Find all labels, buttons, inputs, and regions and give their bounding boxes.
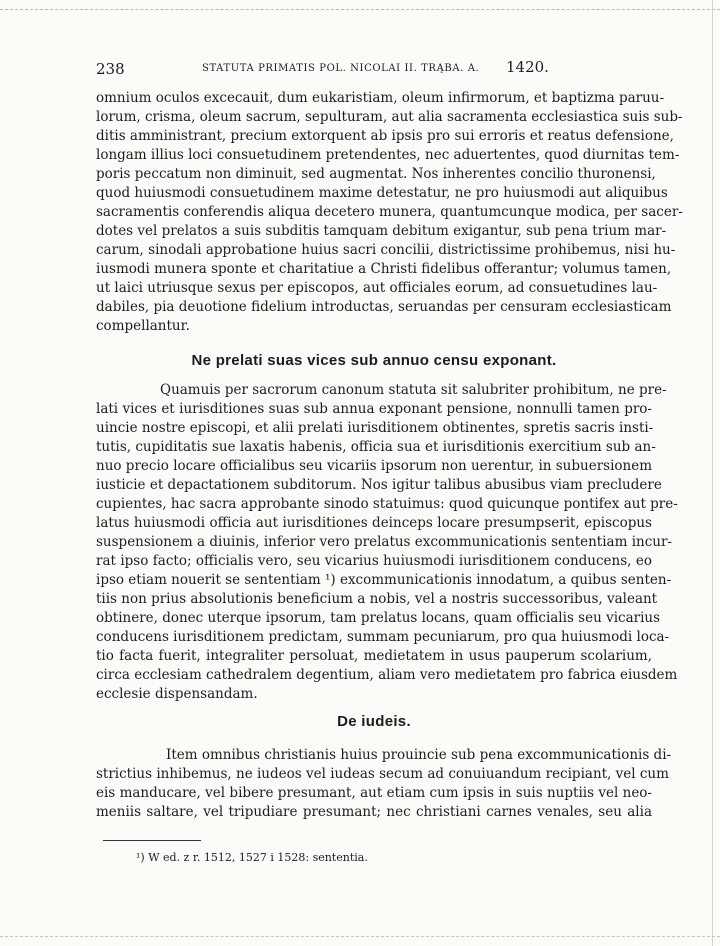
page-edge-top	[0, 9, 720, 10]
section-heading: Ne prelati suas vices sub annuo censu exponant.	[191, 352, 557, 369]
text-line: longam illius loci consuetudinem pretendentes, nec aduertentes, quod diurnitas tem-	[96, 147, 680, 163]
text-line: lati vices et iurisditiones suas sub annua exponant pensione, nonnulli tamen pro-	[96, 401, 652, 417]
text-line: uincie nostre episcopi, et alii prelati iurisditionem obtinentes, spretis sacris insti-	[96, 420, 654, 436]
text-line: poris peccatum non diminuit, sed augmentat. Nos inherentes concilio thuronensi,	[96, 166, 656, 182]
text-line: quod huiusmodi consuetudinem maxime detestatur, ne pro huiusmodi aut aliquibus	[96, 185, 668, 201]
text-line: circa ecclesiam cathedralem degentium, aliam vero medietatem pro fabrica eiusdem	[96, 667, 678, 683]
running-title: STATUTA PRIMATIS POL. NICOLAI II. TRĄBA. A.	[202, 63, 480, 74]
page-edge-right	[712, 0, 713, 946]
text-line: ditis amministrant, precium extorquent ab ipsis pro sui erroris et reatus defensione,	[96, 128, 674, 144]
text-line: meniis saltare, vel tripudiare presumant; nec christiani carnes venales, seu alia	[96, 804, 652, 820]
text-line: tiis non prius absolutionis beneficium a nobis, vel a nostris successoribus, valeant	[96, 591, 658, 607]
text-line: strictius inhibemus, ne iudeos vel iudeas secum ad conuiuandum recipiant, vel cum	[96, 766, 669, 782]
text-line: Quamuis per sacrorum canonum statuta sit salubriter prohibitum, ne pre-	[160, 382, 667, 398]
text-line: Item omnibus christianis huius prouincie sub pena excommunicationis di-	[166, 747, 672, 763]
text-line: omnium oculos excecauit, dum eukaristiam, oleum infirmorum, et baptizma paruu-	[96, 90, 665, 106]
footnote: ¹) W ed. z r. 1512, 1527 i 1528: sententia.	[136, 851, 368, 864]
text-line: obtinere, donec uterque ipsorum, tam prelatus locans, quam officialis seu vicarius	[96, 610, 661, 626]
text-line: conducens iurisditionem predictam, summam pecuniarum, pro qua huiusmodi loca-	[96, 629, 670, 645]
text-line: lorum, crisma, oleum sacrum, sepulturam, aut alia sacramenta ecclesiastica suis sub-	[96, 109, 683, 125]
section-heading: De iudeis.	[337, 713, 411, 730]
running-year: 1420.	[506, 58, 549, 76]
page-number: 238	[96, 60, 125, 78]
text-line: suspensionem a diuinis, inferior vero prelatus excommunicationis sententiam incur-	[96, 534, 672, 550]
text-line: nuo precio locare officialibus seu vicariis ipsorum non uerentur, in subuersionem	[96, 458, 653, 474]
text-line: carum, sinodali approbatione huius sacri concilii, districtissime prohibemus, nisi hu-	[96, 242, 676, 258]
text-line: iusmodi munera sponte et charitatiue a Christi fidelibus offerantur; volumus tamen,	[96, 261, 672, 277]
text-line: dabiles, pia deuotione fidelium introductas, seruandas per censuram ecclesiasticam	[96, 299, 672, 315]
text-line: ecclesie dispensandam.	[96, 686, 258, 702]
page-edge-bottom	[0, 936, 720, 937]
text-line: ut laici utriusque sexus per episcopos, aut officiales eorum, ad consuetudines lau-	[96, 280, 658, 296]
text-line: compellantur.	[96, 318, 190, 334]
text-line: sacramentis conferendis aliqua decetero munera, quantumcunque modica, per sacer-	[96, 204, 683, 220]
text-line: eis manducare, vel bibere presumant, aut etiam cum ipsis in suis nuptiis vel neo-	[96, 785, 652, 801]
text-line: tio facta fuerit, integraliter persoluat, medietatem in usus pauperum scolarium,	[96, 648, 652, 664]
text-line: iusticie et depactationem subditorum. Nos igitur talibus abusibus viam precludere	[96, 477, 662, 493]
text-line: cupientes, hac sacra approbante sinodo statuimus: quod quicunque pontifex aut pre-	[96, 496, 678, 512]
text-line: rat ipso facto; officialis vero, seu vicarius huiusmodi iurisditionem conducens, eo	[96, 553, 652, 569]
text-line: dotes vel prelatos a suis subditis tamquam debitum exigantur, sub pena trium mar-	[96, 223, 667, 239]
text-line: ipso etiam nouerit se sententiam ¹) excommunicationis innodatum, a quibus senten-	[96, 572, 672, 588]
text-line: latus huiusmodi officia aut iurisditiones deinceps locare presumpserit, episcopus	[96, 515, 652, 531]
text-line: tutis, cupiditatis sue laxatis habenis, officia sua et iurisditionis exercitium sub an-	[96, 439, 656, 455]
footnote-rule	[103, 840, 201, 841]
running-header	[96, 58, 656, 80]
